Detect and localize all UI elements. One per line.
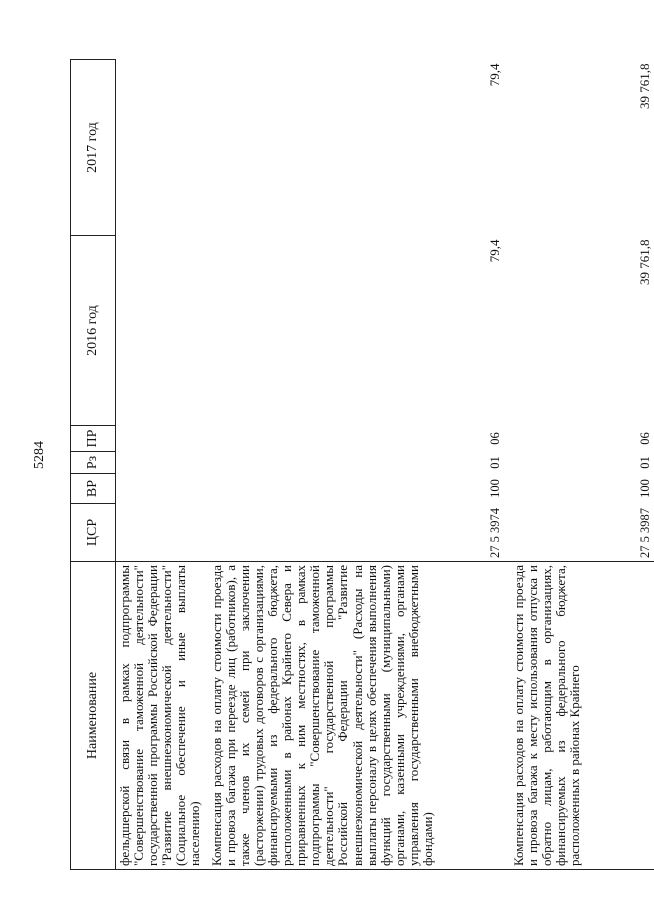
row-2016: [116, 236, 203, 426]
row-2016: 39 761,8: [637, 239, 653, 285]
row-rz: [116, 452, 203, 474]
row-pr: [116, 426, 203, 452]
table-row: [116, 60, 203, 870]
rotated-page: [70, 60, 653, 870]
row-2017: 79,4: [487, 63, 503, 87]
table-row: [504, 60, 654, 870]
row-vr: [116, 474, 203, 504]
header-rz: Рз: [71, 452, 116, 474]
row-2017: 39 761,8: [637, 63, 653, 109]
page-number: 5284: [32, 441, 47, 469]
row-rz: 01: [637, 456, 652, 469]
budget-table: [70, 59, 654, 870]
row-pr: 06: [637, 432, 652, 445]
row-2017: [116, 60, 203, 236]
header-vr: ВР: [71, 474, 116, 504]
row-rz: 01: [487, 456, 502, 469]
row-pr: 06: [487, 432, 502, 445]
header-pr: ПР: [71, 426, 116, 452]
header-2016: 2016 год: [71, 236, 116, 426]
header-name: Наименование: [71, 562, 116, 870]
header-2017: 2017 год: [71, 60, 116, 236]
header-csr: ЦСР: [71, 504, 116, 562]
row-2016: 79,4: [487, 239, 503, 263]
row-csr: 27 5 3974: [487, 508, 502, 558]
row-vr: 100: [637, 479, 652, 498]
row-csr: [116, 504, 203, 562]
row-name: Компенсация расходов на оплату стоимости проезда и провоза багажа при переезде лиц (работников), а также членов их семей при заключении (расторжении) трудовых договоров с организациями, финансируемыми из федерального бюджета, расположенными в районах Крайнего Севера и приравненных к ним местностях, в рамках подпрограммы "Совершенствование таможенной деятельности" государственной программы Российской Федерации "Развитие внешнеэкономической деятельности" (Расходы на выплаты персоналу в целях обеспечения выполнения функций государственными (муниципальными) органами, казенными учреждениями, органами управления государственными внебюджетными фондами): [202, 562, 504, 870]
table-row: [202, 60, 504, 870]
row-name: фельдшерской связи в рамках подпрограммы "Совершенствование таможенной деятельности" государственной программы Российской Федерации "Развитие внешнеэкономической деятельности" (Социальное обеспечение и иные выплаты населению): [116, 562, 203, 870]
row-name: Компенсация расходов на оплату стоимости проезда и провоза багажа к месту использования отпуска и обратно лицам, работающим в организациях, финансируемых из федерального бюджета, расположенных в районах Крайнего: [504, 562, 654, 870]
row-csr: 27 5 3987: [637, 508, 652, 558]
row-vr: 100: [487, 479, 502, 498]
table-header-row: [71, 60, 116, 870]
